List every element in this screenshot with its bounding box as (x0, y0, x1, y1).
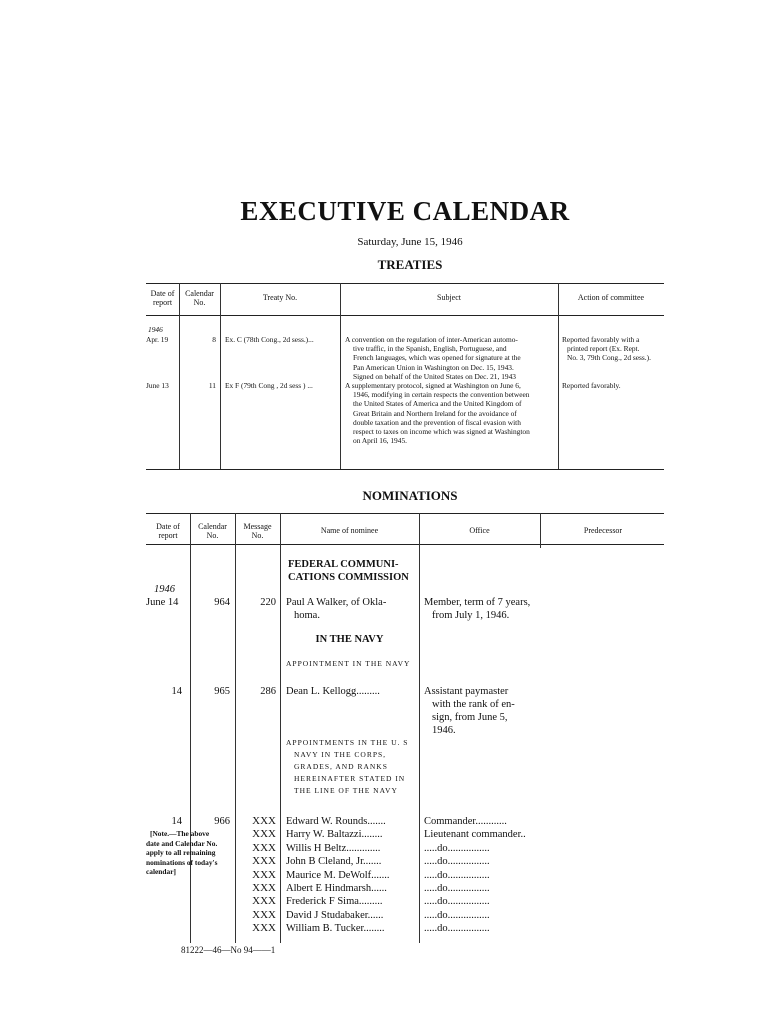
officer-name: Harry W. Baltazzi........ (286, 829, 383, 841)
treaties-table (146, 283, 664, 470)
subject-line: Pan American Union in Washington on Dec. 15, 1943. (353, 362, 514, 372)
appointment-heading: APPOINTMENT IN THE NAVY (286, 659, 411, 668)
column-rule (179, 283, 180, 469)
column-rule (190, 513, 191, 943)
table-rule (146, 283, 664, 284)
treaty-date: June 13 (146, 381, 169, 390)
office-line: 1946. (432, 725, 456, 736)
treaty-calendar-no: 8 (212, 335, 216, 344)
officer-message-no: XXX (252, 815, 276, 827)
navy-heading: IN THE NAVY (315, 634, 384, 645)
header-line: No. (193, 298, 206, 307)
header-date-of-report (146, 289, 179, 307)
officer-name: Albert E Hindmarsh...... (286, 883, 387, 894)
subject-line: on April 16, 1945. (353, 436, 407, 446)
treaty-year: 1946 (148, 325, 163, 334)
officer-name: Frederick F Sima......... (286, 896, 383, 908)
note-line: [Note.—The above (150, 829, 210, 838)
header-line: Date of (156, 522, 180, 531)
header-line: report (152, 298, 173, 307)
nomination-calendar-no: 966 (214, 816, 230, 827)
column-rule (220, 283, 221, 469)
treaty-number: Ex. C (78th Cong., 2d sess.)... (225, 335, 314, 344)
page-title: EXECUTIVE CALENDAR (240, 196, 570, 226)
header-calendar-no (179, 289, 220, 307)
header-predecessor: Predecessor (583, 526, 623, 535)
officer-office: Commander............ (424, 816, 507, 827)
header-treaty-no: Treaty No. (262, 293, 298, 302)
treaties-heading: TREATIES (377, 257, 443, 272)
heading-line: HEREINAFTER STATED IN (294, 774, 406, 783)
nominations-table (146, 513, 666, 943)
nominations-heading: NOMINATIONS (362, 488, 458, 503)
officer-office: .....do................ (424, 842, 490, 854)
officer-office: .....do................ (424, 856, 490, 868)
nomination-date: June 14 (146, 597, 179, 608)
officer-message-no: XXX (252, 922, 276, 935)
nomination-calendar-no: 964 (214, 597, 230, 608)
officer-name: Willis H Beltz............. (286, 842, 381, 854)
officer-message-no: XXX (252, 855, 276, 868)
name-line: Paul A Walker, of Okla- (286, 597, 387, 608)
header-subject: Subject (437, 293, 461, 302)
officer-message-no: XXX (252, 841, 276, 854)
subject-line: Great Britain and Northern Ireland for the avoidance of (353, 408, 517, 418)
officer-message-no: XXX (252, 868, 276, 881)
fcc-heading (288, 558, 409, 584)
subject-line: respect to taxes on income which was signed at Washington (353, 427, 530, 437)
officer-office: .....do................ (424, 923, 490, 935)
heading-line: NAVY IN THE CORPS, (294, 750, 387, 759)
column-rule (340, 283, 341, 469)
subject-line: 1946, modifying in certain respects the convention between (353, 390, 530, 400)
treaty-calendar-no: 11 (208, 381, 216, 390)
nomination-message-no: 220 (260, 597, 276, 608)
officer-name: John B Cleland, Jr....... (286, 856, 382, 868)
officer-name: Edward W. Rounds....... (286, 816, 386, 827)
header-action: Action of committee (577, 293, 645, 302)
officer-office: Lieutenant commander.. (424, 829, 526, 841)
header-name-of-nominee: Name of nominee (320, 526, 379, 535)
action-line: printed report (Ex. Rept. (567, 344, 640, 354)
officer-name: David J Studabaker...... (286, 909, 384, 921)
officer-office: .....do................ (424, 883, 490, 894)
note-line: date and Calendar No. (146, 838, 218, 848)
header-message-no (235, 522, 280, 540)
heading-line: FEDERAL COMMUNI- (288, 559, 399, 570)
appointments-heading (286, 737, 408, 797)
officer-message-no: XXX (252, 882, 276, 894)
subject-line: the United States of America and the United Kingdom of (353, 399, 522, 409)
header-date-of-report (146, 522, 190, 540)
treaty-subject (345, 335, 557, 381)
officer-office: .....do................ (424, 869, 490, 881)
header-line: Date of (150, 289, 175, 298)
subject-line: A supplementary protocol, signed at Washington on June 6, (345, 381, 521, 390)
action-line: Reported favorably with a (562, 335, 640, 344)
officer-message-no: XXX (252, 908, 276, 921)
nomination-date: 14 (171, 686, 182, 697)
office-line: Assistant paymaster (424, 686, 509, 697)
officer-message-no: XXX (252, 828, 276, 841)
footer-print-code: 81222—46—No 94——1 (181, 945, 276, 955)
name-line: homa. (294, 610, 320, 621)
note-line: apply to all remaining (146, 848, 216, 857)
officer-office: .....do................ (424, 896, 490, 908)
officer-name: Maurice M. DeWolf....... (286, 869, 390, 881)
treaty-date: Apr. 19 (146, 335, 169, 344)
officer-office: .....do................ (424, 909, 490, 921)
heading-line: APPOINTMENTS IN THE U. S (286, 738, 409, 747)
table-rule (146, 315, 664, 316)
table-rule (146, 513, 664, 514)
column-rule (280, 513, 281, 943)
heading-line: CATIONS COMMISSION (288, 572, 409, 583)
header-line: report (158, 531, 178, 540)
table-rule (146, 544, 664, 545)
column-rule (558, 283, 559, 469)
column-rule (419, 513, 420, 943)
officer-message-no: XXX (252, 895, 276, 908)
treaty-subject (345, 381, 557, 445)
nominee-office (424, 596, 546, 622)
nomination-year: 1946 (154, 584, 175, 595)
nomination-message-no: 286 (260, 686, 276, 697)
office-line: Member, term of 7 years, (424, 597, 531, 608)
note-line: calendar] (146, 867, 176, 876)
heading-line: GRADES, AND RANKS (294, 762, 388, 771)
note-line: nominations of today's (146, 857, 218, 867)
treaty-action: Reported favorably. (562, 381, 621, 390)
nomination-calendar-no: 965 (214, 686, 230, 697)
treaty-action (562, 335, 664, 363)
subject-line: A convention on the regulation of inter-American automo- (345, 335, 518, 344)
subject-line: Signed on behalf of the United States on Dec. 21, 1943 (353, 371, 516, 381)
header-line: Message (243, 522, 272, 531)
calendar-date: Saturday, June 15, 1946 (357, 236, 463, 248)
subject-line: double taxation and the prevention of fiscal evasion with (353, 417, 521, 427)
action-line: No. 3, 79th Cong., 2d sess.). (567, 353, 651, 363)
subject-line: tive traffic, in the Spanish, English, Portuguese, and (353, 344, 507, 354)
header-line: No. (251, 531, 264, 540)
subject-line: French languages, which was opened for signature at the (353, 353, 521, 363)
calendar-note (146, 829, 234, 877)
header-line: No. (206, 531, 219, 540)
officer-name: William B. Tucker........ (286, 923, 385, 935)
office-line: sign, from June 5, (432, 712, 508, 723)
header-line: Calendar (198, 522, 227, 531)
nominee-name: Dean L. Kellogg......... (286, 686, 380, 697)
table-rule (146, 469, 664, 470)
header-office: Office (469, 526, 490, 535)
nominee-office (424, 685, 546, 737)
nominee-name (286, 596, 418, 622)
nomination-date: 14 (171, 816, 182, 827)
office-line: with the rank of en- (432, 699, 515, 710)
header-calendar-no (190, 522, 235, 540)
office-line: from July 1, 1946. (432, 610, 510, 621)
treaty-number: Ex F (79th Cong , 2d sess ) ... (225, 381, 313, 390)
header-line: Calendar (185, 289, 214, 298)
heading-line: THE LINE OF THE NAVY (294, 786, 398, 795)
